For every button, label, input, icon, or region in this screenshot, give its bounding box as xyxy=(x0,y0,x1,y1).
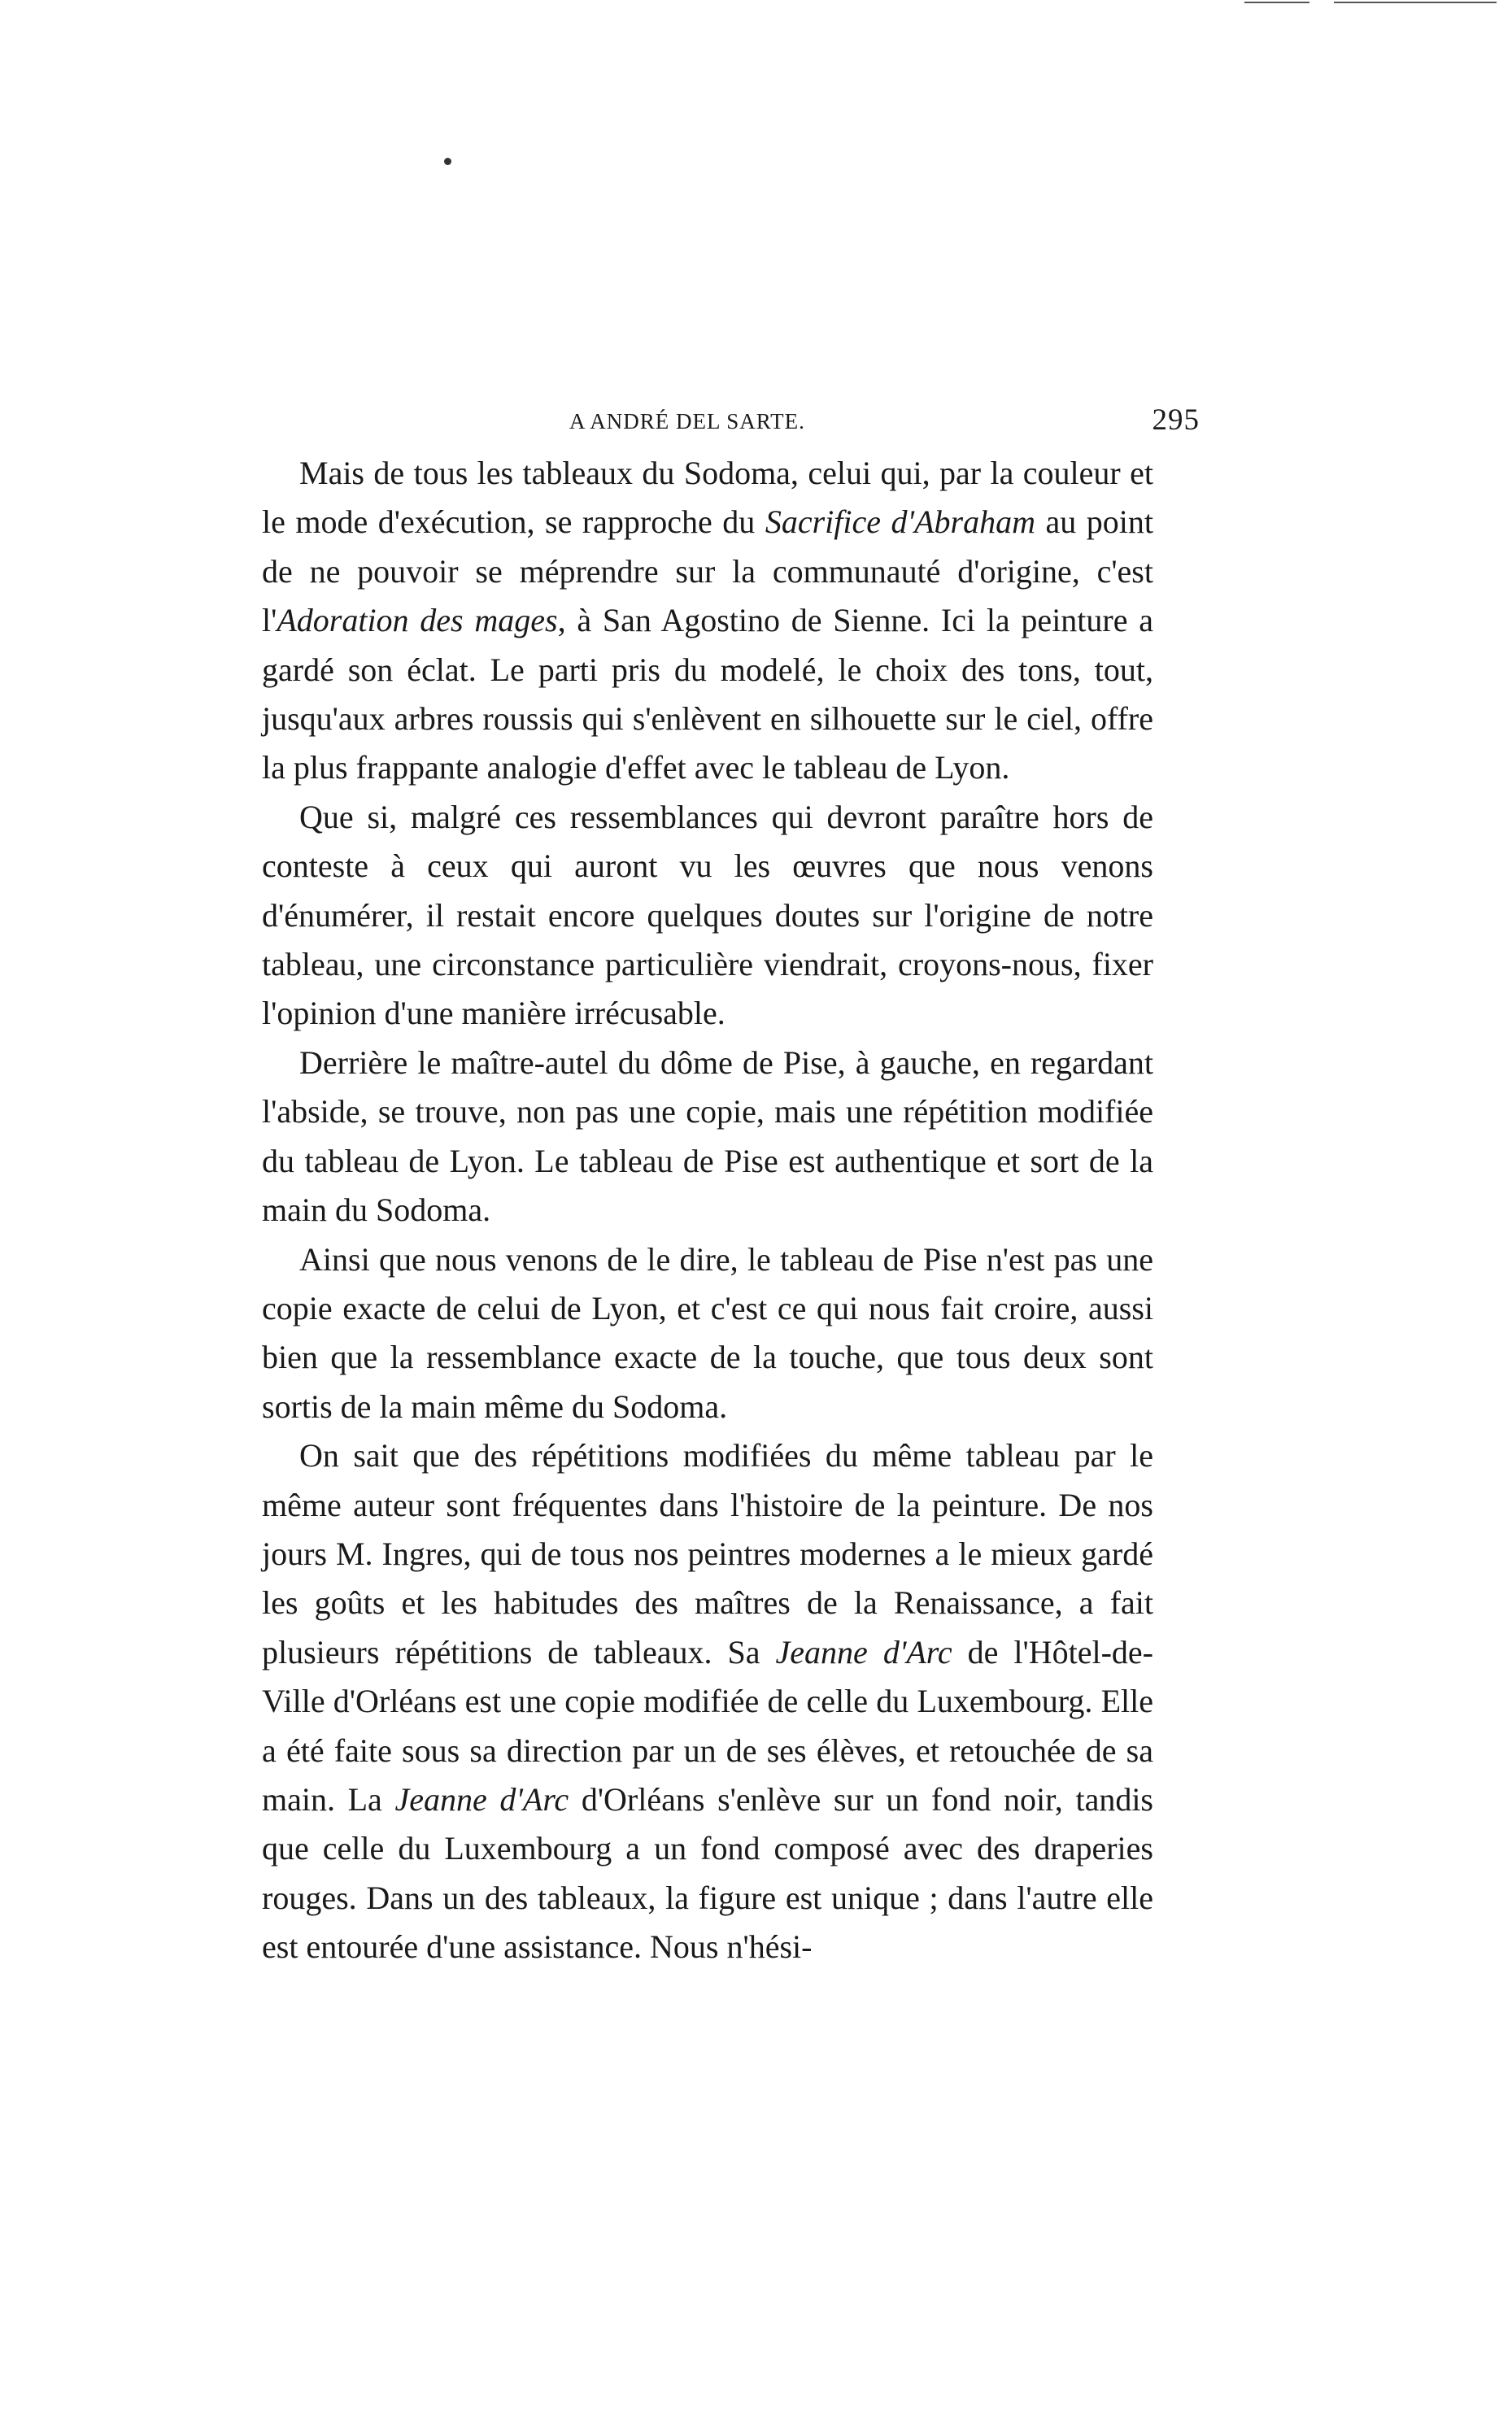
paragraph: Derrière le maître-autel du dôme de Pise, à gauche, en regardant l'abside, se trouve, non pas une copie, mais une répétition modifiée du tableau de Lyon. Le tableau de Pise est authentique et sort de la main du Sodoma. xyxy=(262,1043,1153,1229)
scan-edge-mark xyxy=(1334,2,1497,3)
body-text xyxy=(262,449,1153,1972)
paragraph: Ainsi que nous venons de le dire, le tableau de Pise n'est pas une copie exacte de celui de Lyon, et c'est ce qui nous fait croire, aussi bien que la ressemblance exacte de la touche, que tous deux sont sortis de la main même du Sodoma. xyxy=(262,1240,1153,1425)
running-title: A ANDRÉ DEL SARTE. xyxy=(569,409,805,433)
scan-edge-mark xyxy=(1244,2,1309,3)
paragraph: On sait que des répétitions modifiées du même tableau par le même auteur sont fréquentes dans l'histoire de la peinture. De nos jours M. Ingres, qui de tous nos peintres modernes a le mieux gardé les goûts et les habitudes des maîtres de la Renaissance, a fait plusieurs répétitions de tableaux. Sa Jeanne d'Arc de l'Hôtel-de-Ville d'Orléans est une copie modifiée de celle du Luxembourg. Elle a été faite sous sa direction par un de ses élèves, et retouchée de sa main. La Jeanne d'Arc d'Orléans s'enlève sur un fond noir, tandis que celle du Luxembourg a un fond composé avec des draperies rouges. Dans un des tableaux, la figure est unique ; dans l'autre elle est entourée d'une assistance. Nous n'hési- xyxy=(262,1437,1153,1966)
italic-title: Adoration des mages xyxy=(277,602,558,639)
italic-title: Jeanne d'Arc xyxy=(775,1633,952,1671)
running-header xyxy=(569,403,1200,443)
paragraph: Mais de tous les tableaux du Sodoma, celui qui, par la couleur et le mode d'exécution, se rapproche du Sacrifice d'Abraham au point de ne pouvoir se méprendre sur la communauté d'origine, c'est l'Adoration des mages, à San Agostino de Sienne. Ici la peinture a gardé son éclat. Le parti pris du modelé, le choix des tons, tout, jusqu'aux arbres roussis qui s'enlèvent en silhouette sur le ciel, offre la plus frappante analogie d'effet avec le tableau de Lyon. xyxy=(262,455,1154,786)
italic-title: Sacrifice d'Abraham xyxy=(765,503,1035,541)
page-number: 295 xyxy=(1152,403,1200,437)
paragraph: Que si, malgré ces ressemblances qui devront paraître hors de conteste à ceux qui auront vu les œuvres que nous venons d'énumérer, il restait encore quelques doutes sur l'origine de notre tableau, une circonstance particulière viendrait, croyons-nous, fixer l'opinion d'une manière irrécusable. xyxy=(262,798,1153,1032)
italic-title: Jeanne d'Arc xyxy=(394,1780,569,1818)
ink-speck xyxy=(444,158,451,165)
